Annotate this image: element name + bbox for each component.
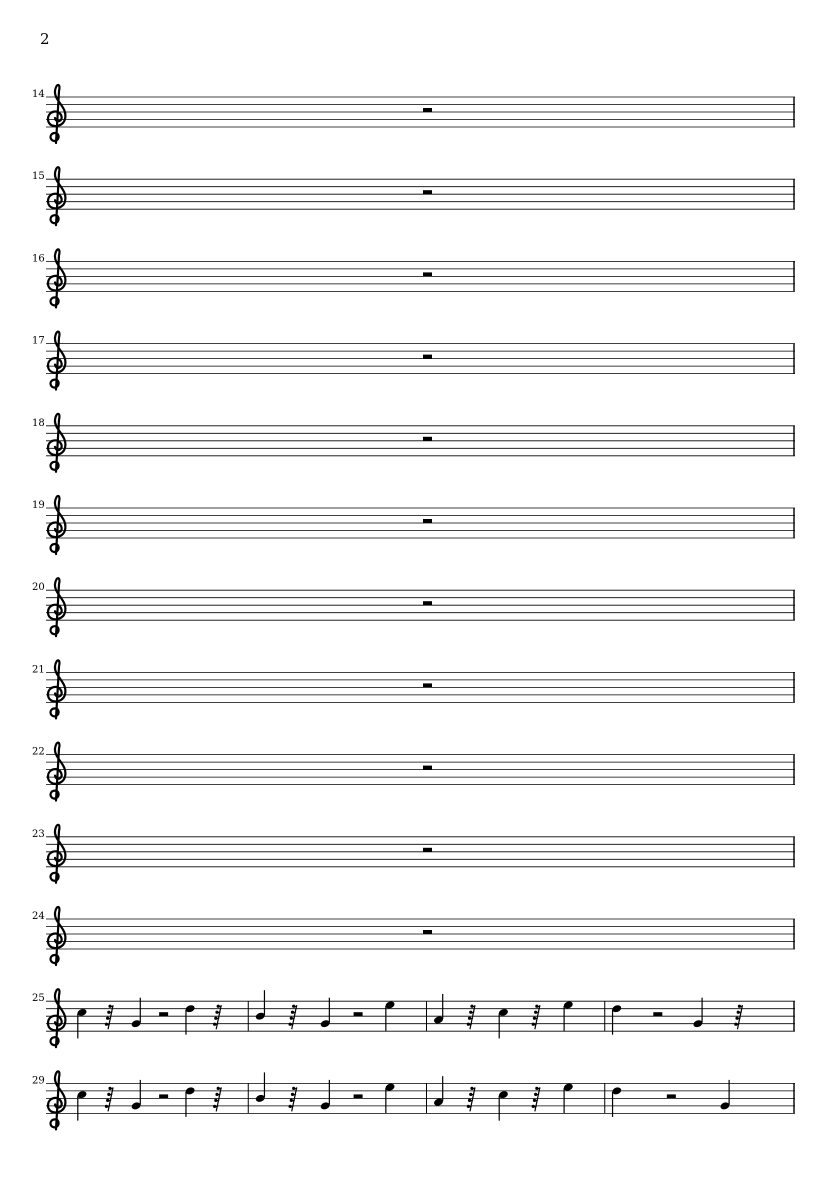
treble-clef-icon — [48, 660, 65, 718]
measure-number: 29 — [32, 1075, 45, 1087]
staff-system — [32, 167, 795, 225]
measure-number: 19 — [32, 500, 45, 511]
half-rest-icon — [159, 1012, 168, 1016]
whole-measure-rest-icon — [423, 437, 432, 441]
measure-number: 25 — [32, 993, 45, 1005]
staff-system — [32, 825, 795, 883]
staff-system — [32, 743, 795, 801]
treble-clef-icon — [48, 1071, 65, 1129]
whole-measure-rest-icon — [423, 683, 432, 687]
thirty-second-rest-icon — [467, 1005, 476, 1030]
staff-system — [32, 989, 795, 1047]
staff-system — [32, 414, 795, 472]
half-rest-icon — [354, 1094, 363, 1098]
staff-system — [32, 332, 795, 390]
thirty-second-rest-icon — [532, 1005, 541, 1030]
whole-measure-rest-icon — [423, 601, 432, 605]
treble-clef-icon — [48, 496, 65, 554]
treble-clef-icon — [48, 578, 65, 636]
staff-system — [32, 578, 795, 636]
half-rest-icon — [354, 1012, 363, 1016]
staff-system — [32, 1071, 795, 1129]
whole-measure-rest-icon — [423, 848, 432, 852]
thirty-second-rest-icon — [734, 1005, 743, 1030]
treble-clef-icon — [48, 85, 65, 143]
treble-clef-icon — [48, 743, 65, 801]
page-number: 2 — [40, 30, 50, 48]
treble-clef-icon — [48, 167, 65, 225]
thirty-second-rest-icon — [289, 1005, 298, 1030]
treble-clef-icon — [48, 989, 65, 1047]
measure-number: 22 — [32, 746, 45, 758]
staff-system — [32, 496, 795, 554]
staff-system — [32, 249, 795, 307]
thirty-second-rest-icon — [105, 1005, 114, 1030]
measure-number: 23 — [32, 828, 45, 840]
measure-number: 16 — [32, 253, 45, 265]
treble-clef-icon — [48, 249, 65, 307]
half-rest-icon — [653, 1012, 662, 1016]
half-rest-icon — [667, 1094, 676, 1098]
treble-clef-icon — [48, 907, 65, 965]
measure-number: 14 — [32, 89, 45, 100]
measure-number: 15 — [32, 171, 45, 183]
whole-measure-rest-icon — [423, 108, 432, 112]
whole-measure-rest-icon — [423, 190, 432, 194]
half-rest-icon — [159, 1094, 168, 1098]
staff-system — [32, 85, 795, 143]
thirty-second-rest-icon — [467, 1087, 476, 1112]
staff-system — [32, 907, 795, 965]
whole-measure-rest-icon — [423, 355, 432, 359]
thirty-second-rest-icon — [213, 1087, 222, 1112]
staff-system — [32, 660, 795, 718]
measure-number: 21 — [32, 664, 45, 676]
measure-number: 20 — [32, 582, 45, 594]
whole-measure-rest-icon — [423, 930, 432, 934]
thirty-second-rest-icon — [105, 1087, 114, 1112]
thirty-second-rest-icon — [213, 1005, 222, 1030]
whole-measure-rest-icon — [423, 766, 432, 770]
treble-clef-icon — [48, 414, 65, 472]
whole-measure-rest-icon — [423, 272, 432, 276]
thirty-second-rest-icon — [532, 1087, 541, 1112]
treble-clef-icon — [48, 332, 65, 390]
whole-measure-rest-icon — [423, 519, 432, 523]
measure-number: 24 — [32, 911, 45, 922]
treble-clef-icon — [48, 825, 65, 883]
measure-number: 17 — [32, 335, 45, 347]
measure-number: 18 — [32, 417, 45, 429]
thirty-second-rest-icon — [289, 1087, 298, 1112]
